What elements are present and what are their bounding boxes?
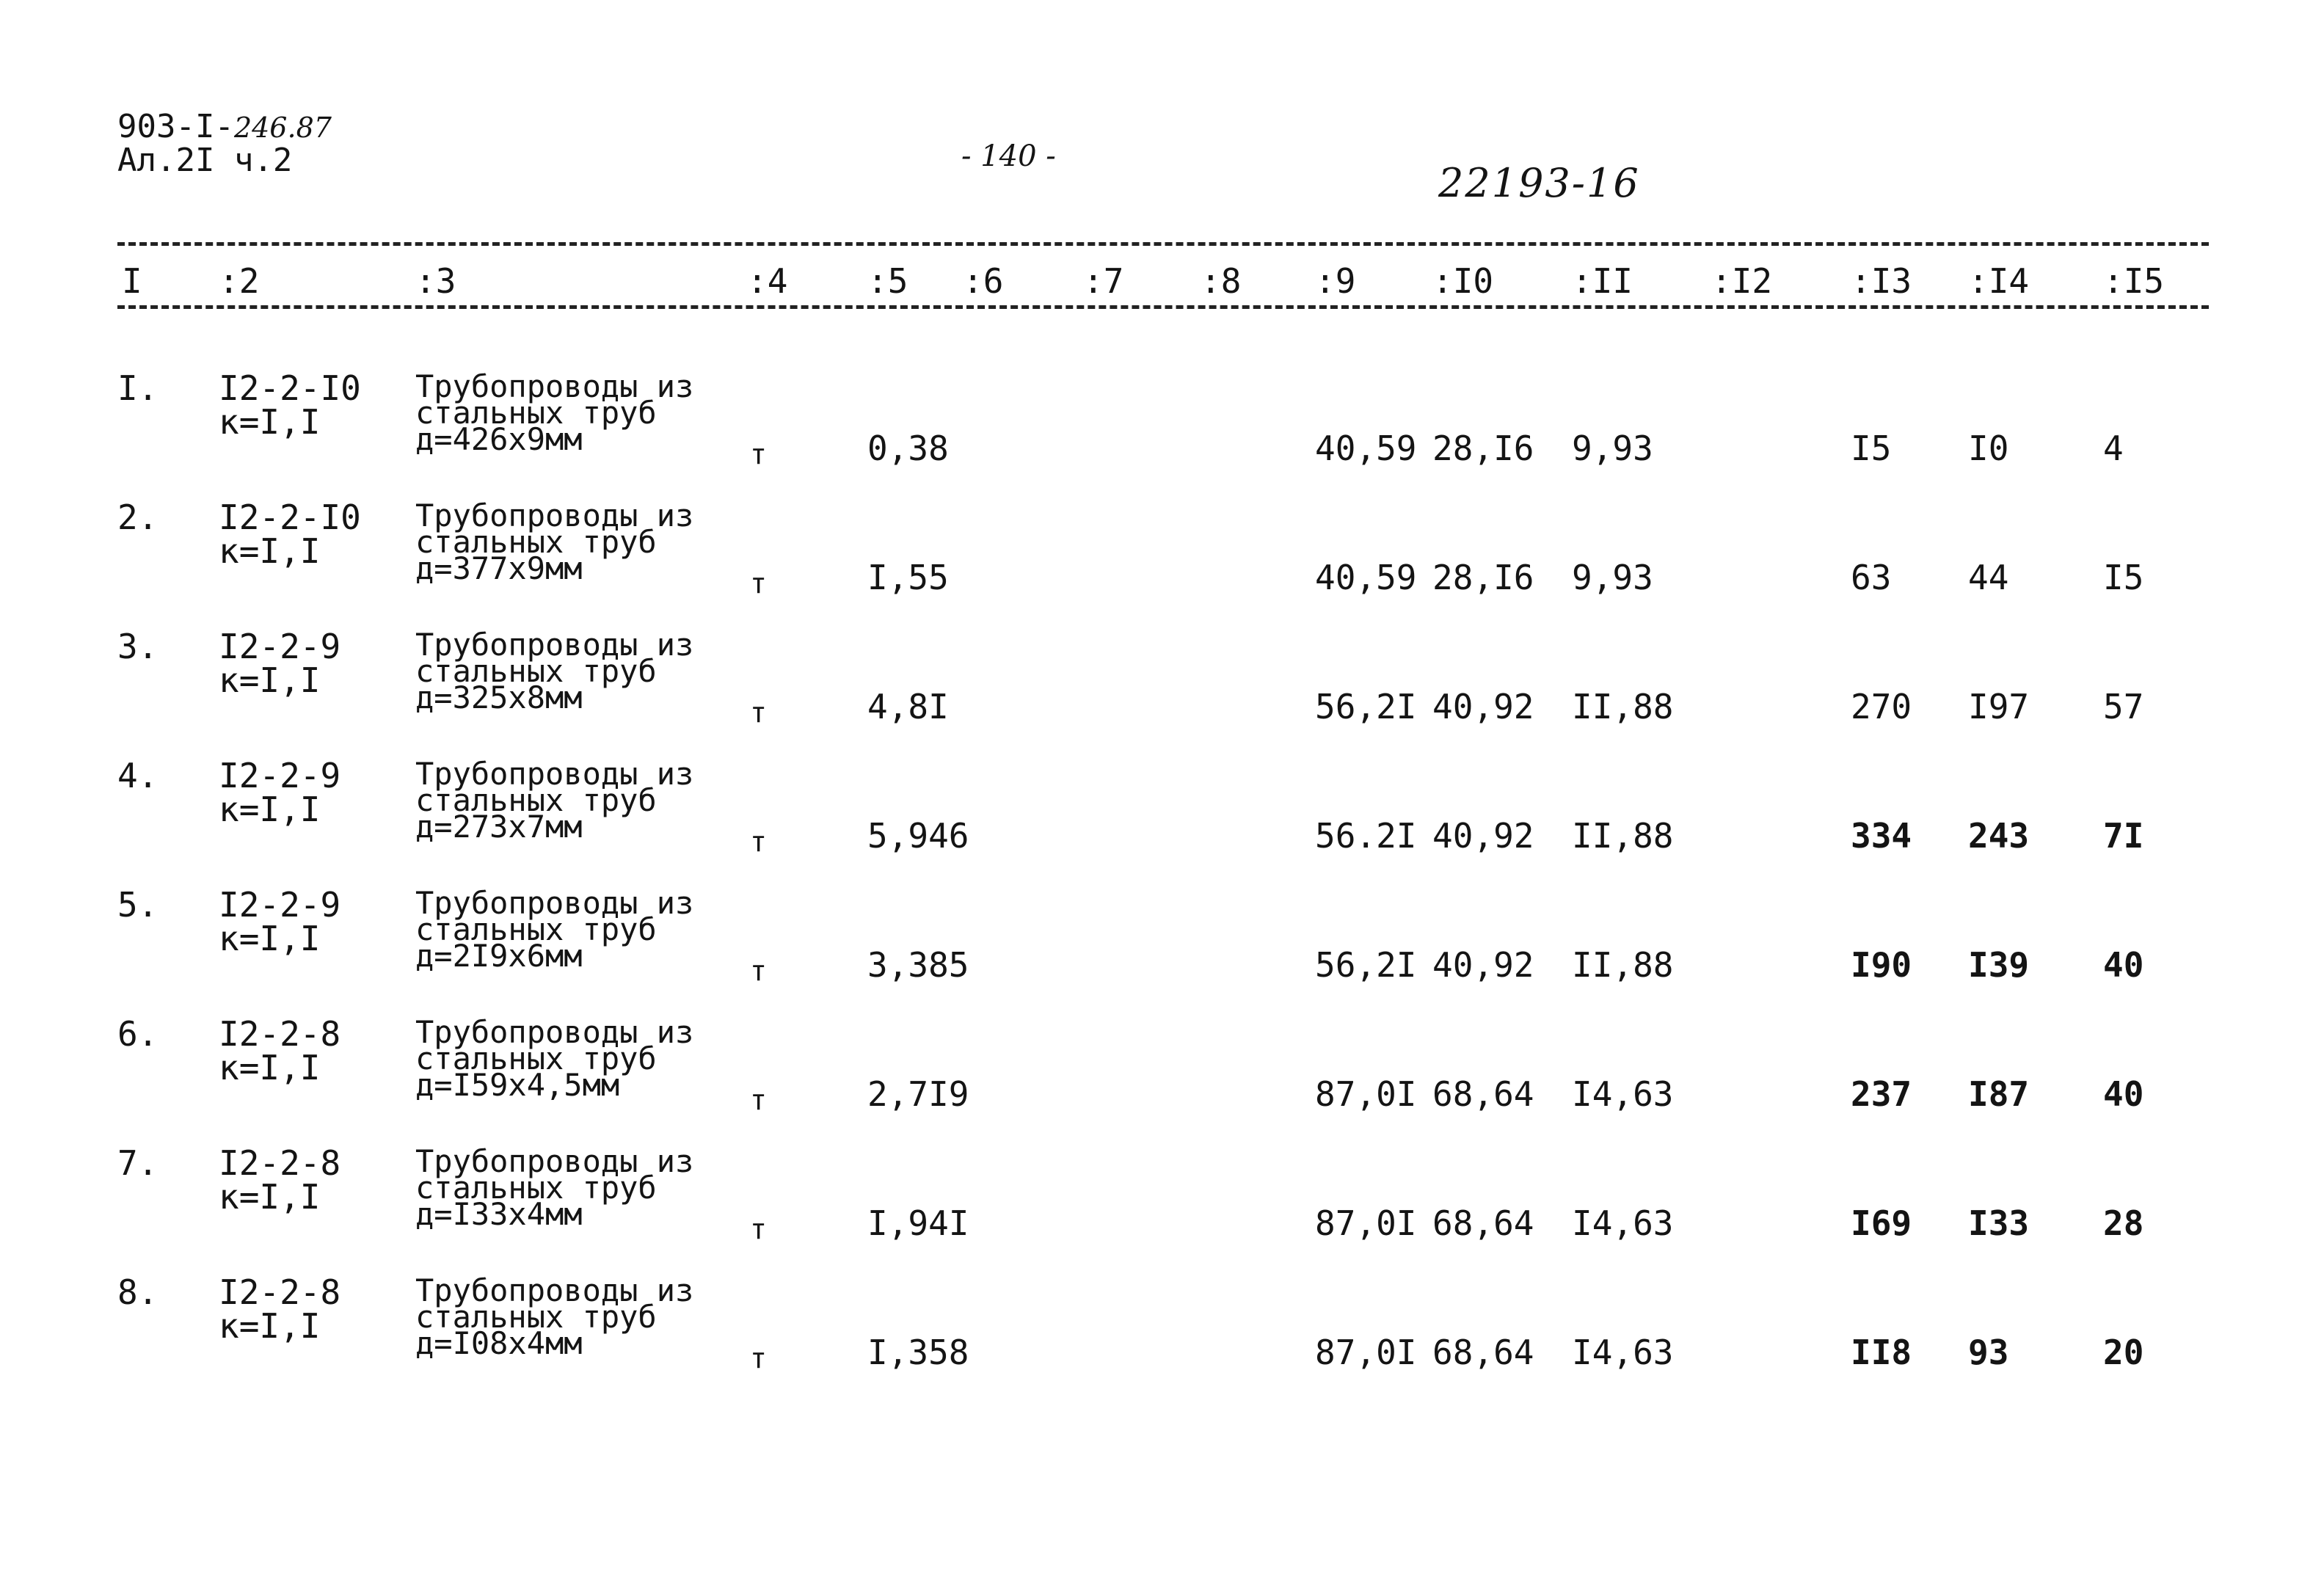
total-cost: I90 [1851,945,1912,985]
coefficient: к=I,I [219,660,321,700]
item-name-line-1: Трубопроводы из [415,1272,694,1308]
column-header-4: :4 [747,261,788,301]
unit-cost-total: 40,59 [1315,558,1417,597]
unit-cost-total: 56,2I [1315,687,1417,726]
total-machines: 7I [2103,816,2144,856]
item-name-line-2: стальных труб [415,1170,657,1206]
total-cost: 237 [1851,1074,1912,1114]
quantity: 2,7I9 [867,1074,969,1114]
column-header-9: :9 [1315,261,1356,301]
coefficient: к=I,I [219,1048,321,1087]
total-wages: I97 [1968,687,2030,726]
column-header-12: :I2 [1711,261,1773,301]
unit-cost-wages: 28,I6 [1432,558,1534,597]
rate-code: I2-2-I0 [219,498,361,537]
total-cost: I5 [1851,429,1892,468]
item-name-line-3: д=I33х4мм [415,1196,583,1232]
quantity: I,55 [867,558,949,597]
coefficient: к=I,I [219,790,321,829]
total-wages: I0 [1968,429,2009,468]
quantity: 0,38 [867,429,949,468]
unit-cost-machines: I4,63 [1572,1074,1674,1114]
rate-code: I2-2-9 [219,627,341,666]
total-machines: 40 [2103,1074,2144,1114]
unit-cost-total: 87,0I [1315,1333,1417,1372]
unit-cost-wages: 68,64 [1432,1074,1534,1114]
item-name-line-2: стальных труб [415,1299,657,1335]
coefficient: к=I,I [219,919,321,958]
row-number: I. [117,368,159,408]
column-header-15: :I5 [2103,261,2165,301]
total-cost: 334 [1851,816,1912,856]
row-number: 4. [117,756,159,795]
row-number: 3. [117,627,159,666]
item-name-line-2: стальных труб [415,911,657,947]
column-header-14: :I4 [1968,261,2030,301]
item-name-line-2: стальных труб [415,524,657,560]
item-name-line-3: д=325х8мм [415,679,583,715]
column-header-13: :I3 [1851,261,1912,301]
rate-code: I2-2-8 [219,1272,341,1312]
coefficient: к=I,I [219,1306,321,1346]
item-name-line-3: д=I08х4мм [415,1325,583,1361]
header-bottom-rule [117,305,2209,309]
unit: т [750,1213,767,1245]
item-name-line-1: Трубопроводы из [415,756,694,792]
column-header-7: :7 [1083,261,1124,301]
unit: т [750,567,767,600]
item-name-line-2: стальных труб [415,1041,657,1076]
item-name-line-1: Трубопроводы из [415,368,694,404]
total-wages: I87 [1968,1074,2030,1114]
coefficient: к=I,I [219,1177,321,1217]
unit-cost-wages: 40,92 [1432,816,1534,856]
column-header-10: :I0 [1432,261,1494,301]
unit-cost-total: 87,0I [1315,1074,1417,1114]
total-cost: I69 [1851,1203,1912,1243]
total-machines: 40 [2103,945,2144,985]
item-name-line-2: стальных труб [415,782,657,818]
total-machines: 28 [2103,1203,2144,1243]
rate-code: I2-2-9 [219,885,341,925]
coefficient: к=I,I [219,402,321,442]
row-number: 7. [117,1143,159,1183]
rate-code: I2-2-8 [219,1143,341,1183]
unit-cost-machines: 9,93 [1572,429,1653,468]
unit: т [750,955,767,987]
document-code-prefix: 903-I- [117,108,234,145]
item-name-line-3: д=377х9мм [415,550,583,586]
unit: т [750,1342,767,1374]
quantity: I,358 [867,1333,969,1372]
document-code [117,110,332,145]
document-code-handwritten: 246.87 [233,112,332,144]
rate-code: I2-2-I0 [219,368,361,408]
unit-cost-wages: 40,92 [1432,687,1534,726]
unit-cost-total: 87,0I [1315,1203,1417,1243]
unit-cost-wages: 28,I6 [1432,429,1534,468]
quantity: 5,946 [867,816,969,856]
total-wages: 243 [1968,816,2030,856]
total-wages: 44 [1968,558,2009,597]
rate-code: I2-2-9 [219,756,341,795]
unit: т [750,1084,767,1116]
unit-cost-machines: II,88 [1572,687,1674,726]
column-header-2: :2 [219,261,260,301]
unit-cost-total: 40,59 [1315,429,1417,468]
row-number: 5. [117,885,159,925]
total-wages: 93 [1968,1333,2009,1372]
row-number: 8. [117,1272,159,1312]
unit: т [750,826,767,858]
unit: т [750,438,767,470]
column-header-6: :6 [963,261,1004,301]
header-top-rule [117,242,2209,246]
page-number: - 140 - [961,139,1056,173]
total-machines: 4 [2103,429,2124,468]
unit-cost-wages: 68,64 [1432,1333,1534,1372]
unit-cost-wages: 68,64 [1432,1203,1534,1243]
column-header-8: :8 [1201,261,1242,301]
item-name-line-3: д=273х7мм [415,809,583,845]
total-cost: II8 [1851,1333,1912,1372]
item-name-line-3: д=426х9мм [415,421,583,457]
quantity: 3,385 [867,945,969,985]
sheet-label: Ал.2I ч.2 [117,142,293,179]
column-header-3: :3 [415,261,456,301]
item-name-line-2: стальных труб [415,395,657,431]
item-name-line-1: Трубопроводы из [415,1143,694,1179]
total-machines: I5 [2103,558,2144,597]
item-name-line-3: д=I59х4,5мм [415,1067,620,1103]
item-name-line-1: Трубопроводы из [415,627,694,663]
item-name-line-2: стальных труб [415,653,657,689]
quantity: I,94I [867,1203,969,1243]
unit-cost-total: 56.2I [1315,816,1417,856]
item-name-line-3: д=2I9х6мм [415,938,583,974]
unit-cost-machines: I4,63 [1572,1333,1674,1372]
total-cost: 270 [1851,687,1912,726]
item-name-line-1: Трубопроводы из [415,1014,694,1050]
unit-cost-machines: I4,63 [1572,1203,1674,1243]
total-machines: 20 [2103,1333,2144,1372]
row-number: 2. [117,498,159,537]
unit: т [750,696,767,729]
document-number: 22193-16 [1438,160,1640,206]
unit-cost-total: 56,2I [1315,945,1417,985]
unit-cost-machines: II,88 [1572,816,1674,856]
row-number: 6. [117,1014,159,1054]
unit-cost-wages: 40,92 [1432,945,1534,985]
total-wages: I33 [1968,1203,2030,1243]
total-cost: 63 [1851,558,1892,597]
column-header-5: :5 [867,261,908,301]
quantity: 4,8I [867,687,949,726]
unit-cost-machines: II,88 [1572,945,1674,985]
total-wages: I39 [1968,945,2030,985]
item-name-line-1: Трубопроводы из [415,885,694,921]
total-machines: 57 [2103,687,2144,726]
unit-cost-machines: 9,93 [1572,558,1653,597]
coefficient: к=I,I [219,531,321,571]
column-header-11: :II [1572,261,1633,301]
rate-code: I2-2-8 [219,1014,341,1054]
column-header-1: I [122,261,142,301]
item-name-line-1: Трубопроводы из [415,498,694,533]
